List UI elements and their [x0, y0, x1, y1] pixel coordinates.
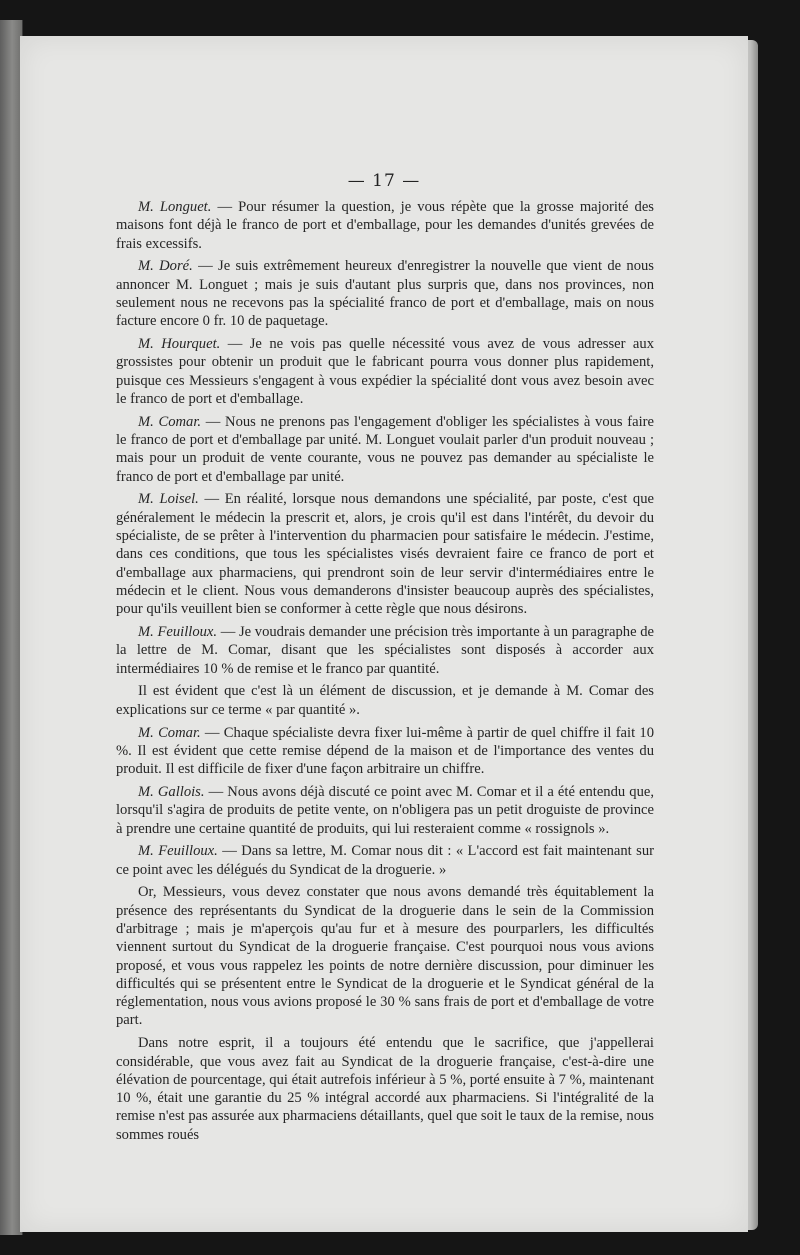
speaker-name: M. Feuilloux.: [138, 843, 218, 860]
paragraph: [116, 1034, 654, 1144]
speaker-name: M. Comar.: [138, 724, 201, 741]
speaker-name: M. Doré.: [138, 258, 193, 275]
paragraph: [116, 413, 654, 486]
paragraph: [116, 883, 654, 1029]
paragraph-text: — Je suis extrêmement heureux d'enregistrer la nouvelle que vient de nous annoncer M. Longuet ; mais je suis d'autant plus surpris que, dans nos provinces, non seulement nous ne recevons pas la spécialité franco de port et d'emballage, mais on nous facture encore 0 fr. 10 de paquetage.: [116, 258, 654, 330]
paragraph-text: — En réalité, lorsque nous demandons une spécialité, par poste, c'est que généralement le médecin la prescrit et, alors, je crois qu'il est dans l'intérêt, du devoir du spécialiste, de se prêter à l'intervention du pharmacien pour satisfaire le médecin. J'estime, dans ces conditions, que tous les spécialistes visés devraient faire ce franco de port et d'emballage aux pharmaciens, qui prendront soin de leur servir d'intermédiaires entre le médecin et le client. Nous vous demanderons d'insister beaucoup auprès des spécialistes, pour qu'ils veuillent bien se conformer à cette règle que nous désirons.: [116, 491, 655, 618]
speaker-name: M. Longuet.: [138, 199, 212, 215]
speaker-name: M. Gallois.: [138, 783, 205, 800]
paragraph-text: — Chaque spécialiste devra fixer lui-même à partir de quel chiffre il fait 10 %. Il est évident que cette remise dépend de la maison et de l'importance des ventes du produit. Il est difficile de fixer d'une façon arbitraire un chiffre.: [116, 724, 655, 778]
speaker-name: M. Hourquet.: [138, 336, 221, 353]
paragraph-text: Il est évident que c'est là un élément de discussion, et je demande à M. Comar des explications sur ce terme « par quantité ».: [116, 683, 654, 718]
paragraph: [116, 257, 654, 330]
book-page: [20, 36, 748, 1232]
speaker-name: M. Comar.: [138, 413, 202, 430]
speaker-name: M. Loisel.: [138, 491, 199, 508]
paragraph-text: — Nous ne prenons pas l'engagement d'obliger les spécialistes à vous faire le franco de port et d'emballage par unité. M. Longuet voulait parler d'un produit nouveau ; mais pour un produit de vente courante, vous ne pouvez pas demander au spécialiste le franco de port et d'emballage par unité.: [116, 413, 655, 485]
page-number: — 17 —: [347, 171, 421, 191]
paragraph-text: — Pour résumer la question, je vous répète que la grosse majorité des maisons font déjà le franco de port et d'emballage, pour les demandes d'unités grevées de frais excessifs.: [116, 199, 654, 252]
paragraph: [116, 490, 654, 618]
paragraph: [116, 783, 654, 838]
paragraph: [116, 682, 654, 719]
speaker-name: M. Feuilloux.: [138, 624, 218, 641]
paragraph-text: — Je voudrais demander une précision très importante à un paragraphe de la lettre de M. Comar, disant que les spécialistes sont disposés à accorder aux intermédiaires 10 % de remise et le franco par quantité.: [116, 624, 655, 677]
paragraph-text: — Nous avons déjà discuté ce point avec M. Comar et il a été entendu que, lorsqu'il s'agira de produits de petite vente, on n'obligera pas un petit droguiste de province à prendre une certaine quantité de produits, qui lui resteraient comme « rossignols ».: [116, 783, 655, 837]
paragraph-text: — Je ne vois pas quelle nécessité vous avez de vous adresser aux grossistes pour obtenir un produit que le fabricant pourra vous donner plus rapidement, puisque ces Messieurs s'engagent à vous expédier la spécialité dont vous avez besoin avec le franco de port et d'emballage.: [116, 336, 654, 407]
paragraph: [116, 335, 654, 408]
paragraph: [116, 623, 654, 678]
paragraph-text: — Dans sa lettre, M. Comar nous dit : « L'accord est fait maintenant sur ce point avec les délégués du Syndicat de la droguerie. »: [116, 843, 655, 878]
paragraph: [116, 724, 654, 779]
paragraph: [116, 198, 654, 253]
paragraph-text: Dans notre esprit, il a toujours été entendu que le sacrifice, que j'appellerai considérable, que vous avez fait au Syndicat de la droguerie française, c'est-à-dire une élévation de pourcentage, qui était autrefois inférieur à 5 %, porté ensuite à 7 %, maintenant 10 %, était une garantie du 25 % intégral accordé aux pharmaciens. Si l'intégralité de la remise n'est pas assurée aux pharmaciens détaillants, quel que soit le taux de la remise, nous sommes roués: [116, 1035, 654, 1143]
page-body: [116, 198, 654, 1149]
paragraph-text: Or, Messieurs, vous devez constater que nous avons demandé très équitablement la présence des représentants du Syndicat de la droguerie dans le sein de la Commission d'arbitrage ; mais je m'aperçois qu'au fur et à mesure des pourparlers, les difficultés viennent surtout du Syndicat de la droguerie française. C'est pourquoi nous vous avions proposé, et vous vous rappelez les points de notre dernière discussion, pour diminuer les difficultés qui se présentent entre le Syndicat de la droguerie et le Syndicat général de la réglementation, nous vous avions proposé le 30 % sans frais de port et d'emballage de votre part.: [116, 884, 654, 1029]
paragraph: [116, 842, 654, 879]
